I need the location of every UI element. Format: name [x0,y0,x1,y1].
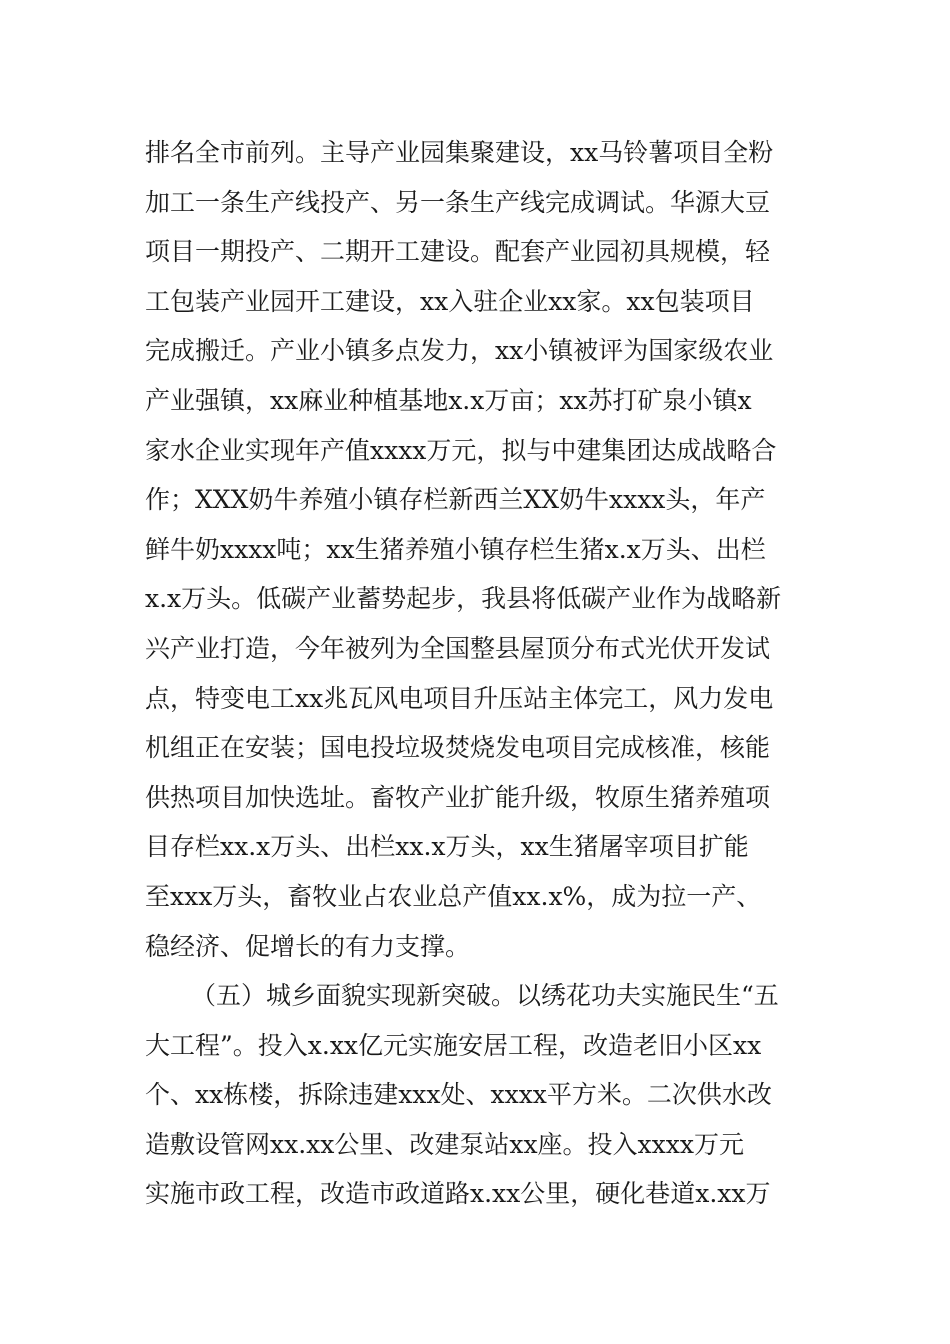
text-line: 兴产业打造，今年被列为全国整县屋顶分布式光伏开发试 [145,633,771,663]
text-line: 家水企业实现年产值xxxx万元，拟与中建集团达成战略合 [145,435,777,465]
text-line: 目存栏xx.x万头、出栏xx.x万头，xx生猪屠宰项目扩能 [145,832,749,862]
text-line: 产业强镇，xx麻业种植基地x.x万亩；xx苏打矿泉小镇x [145,385,752,415]
body-text [145,128,815,1219]
text-line: 作；XXX奶牛养殖小镇存栏新西兰XX奶牛xxxx头，年产 [145,485,766,515]
text-line: 实施市政工程，改造市政道路x.xx公里，硬化巷道x.xx万 [145,1179,771,1209]
text-line: 加工一条生产线投产、另一条生产线完成调试。华源大豆 [145,187,771,217]
text-line: 机组正在安装；国电投垃圾焚烧发电项目完成核准，核能 [145,733,771,763]
text-line: 至xxx万头，畜牧业占农业总产值xx.x%，成为拉一产、 [145,881,762,911]
text-line: 完成搬迁。产业小镇多点发力，xx小镇被评为国家级农业 [145,336,774,366]
text-line: 排名全市前列。主导产业园集聚建设，xx马铃薯项目全粉 [145,138,774,167]
text-line: 工包装产业园开工建设，xx入驻企业xx家。xx包装项目 [145,286,755,316]
text-line: 个、xx栋楼，拆除违建xxx处、xxxx平方米。二次供水改 [145,1080,772,1110]
text-line: 大工程”。投入x.xx亿元实施安居工程，改造老旧小区xx [145,1030,762,1060]
text-line: 点，特变电工xx兆瓦风电项目升压站主体完工，风力发电 [145,683,774,713]
text-line: 供热项目加快选址。畜牧产业扩能升级，牧原生猪养殖项 [145,782,771,812]
section-heading-line: （五）城乡面貌实现新突破。以绣花功夫实施民生“五 [191,981,779,1011]
text-line: 鲜牛奶xxxx吨；xx生猪养殖小镇存栏生猪x.x万头、出栏 [145,534,766,564]
text-line: 造敷设管网xx.xx公里、改建泵站xx座。投入xxxx万元 [145,1129,744,1159]
text-line: 项目一期投产、二期开工建设。配套产业园初具规模，轻 [145,237,771,267]
text-line: 稳经济、促增长的有力支撑。 [145,931,471,961]
text-line: x.x万头。低碳产业蓄势起步，我县将低碳产业作为战略新 [145,584,782,614]
